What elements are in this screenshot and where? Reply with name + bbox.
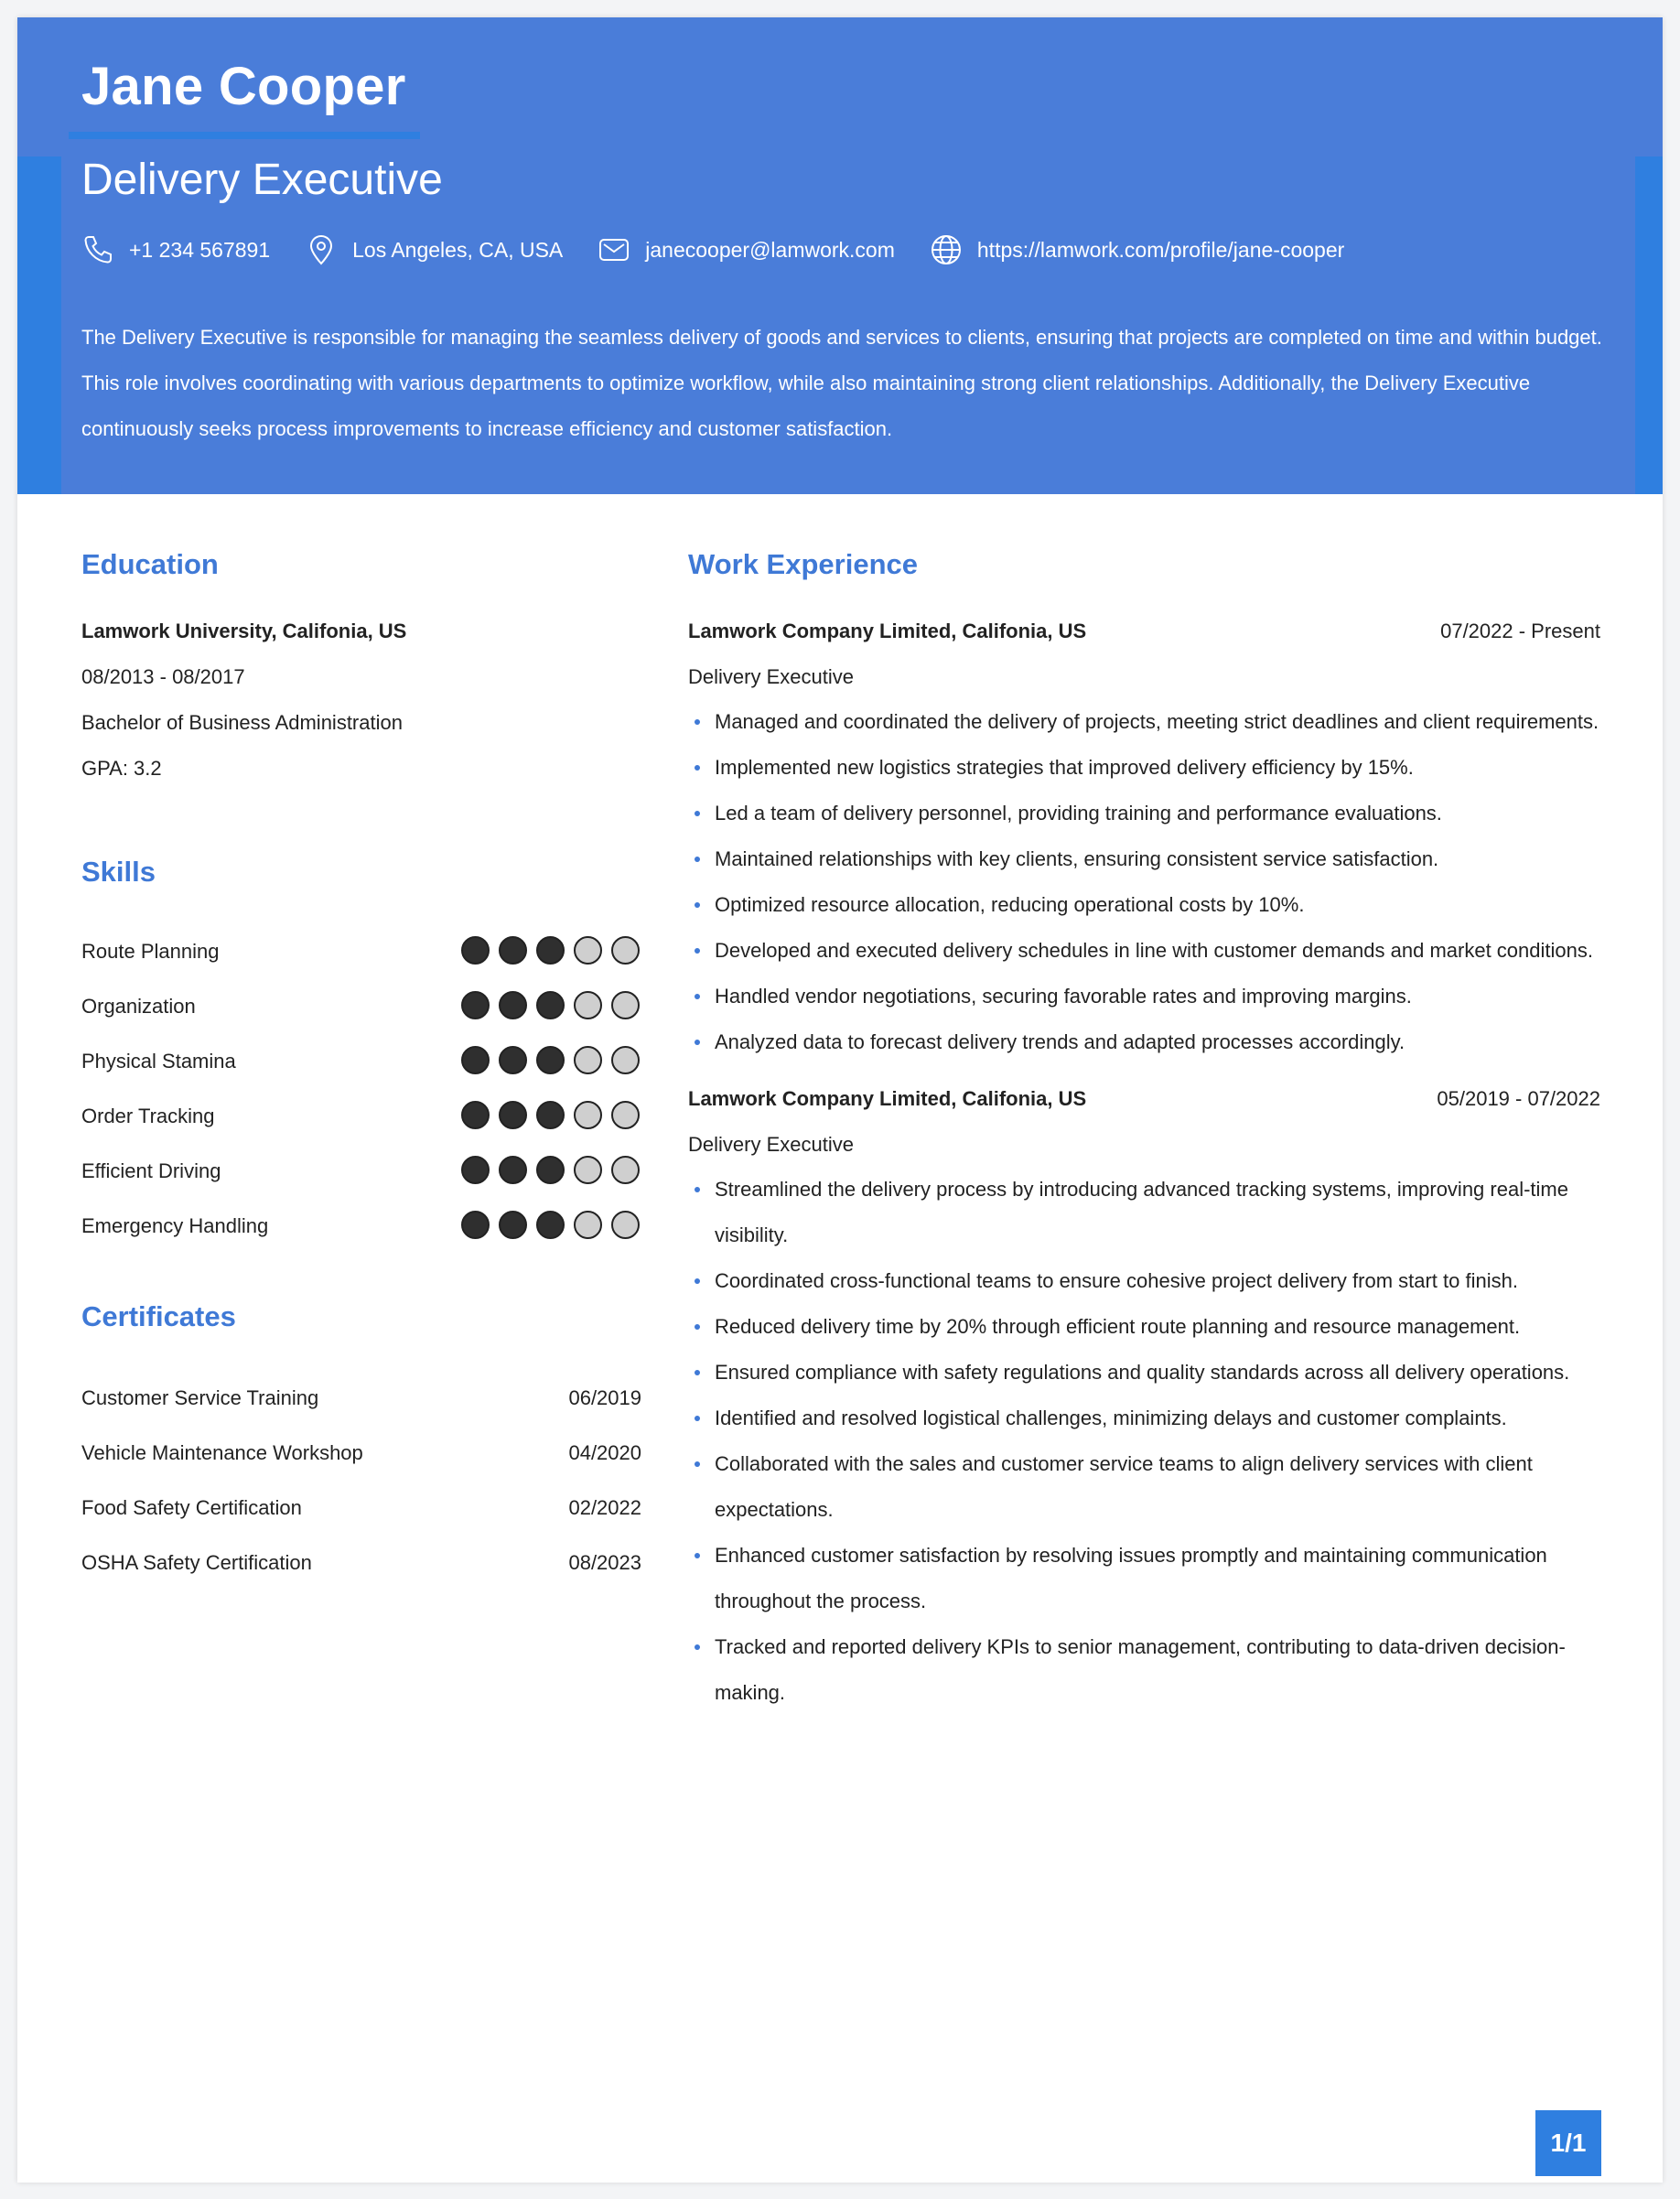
job-bullet: Reduced delivery time by 20% through efficient route planning and resource management. <box>688 1304 1618 1350</box>
job-company: Lamwork Company Limited, Califonia, US <box>688 1087 1087 1110</box>
job-bullet: Implemented new logistics strategies that improved delivery efficiency by 15%. <box>688 745 1618 791</box>
page-indicator: 1/1 <box>1535 2110 1601 2176</box>
rating-dot-empty <box>611 991 640 1019</box>
job-bullets <box>688 1167 1618 1716</box>
job-bullet: Maintained relationships with key clients, ensuring consistent service satisfaction. <box>688 836 1618 882</box>
rating-dot-empty <box>574 1046 602 1074</box>
rating-dot-filled <box>499 1101 527 1129</box>
job-role: Delivery Executive <box>688 665 854 688</box>
education-school: Lamwork University, Califonia, US <box>81 620 407 642</box>
certificate-name: Customer Service Training <box>81 1386 319 1409</box>
certificate-date: 06/2019 <box>568 1386 641 1409</box>
location-pin-icon <box>305 233 338 266</box>
certificate-date: 04/2020 <box>568 1441 641 1464</box>
job-bullet: Led a team of delivery personnel, providing training and performance evaluations. <box>688 791 1618 836</box>
skill-row <box>81 1209 640 1245</box>
skill-label: Organization <box>81 995 196 1018</box>
resume-page <box>17 17 1663 2183</box>
header-accent-left <box>17 156 61 494</box>
certificate-row <box>81 1546 641 1582</box>
rating-dot-filled <box>499 936 527 965</box>
skills-heading: Skills <box>81 856 156 888</box>
certificate-name: OSHA Safety Certification <box>81 1551 312 1574</box>
skill-rating <box>452 1101 640 1129</box>
job-dates: 05/2019 - 07/2022 <box>1437 1087 1600 1110</box>
name-underline <box>69 132 420 139</box>
rating-dot-empty <box>611 1101 640 1129</box>
job-bullet: Ensured compliance with safety regulations and quality standards across all delivery operations. <box>688 1350 1618 1396</box>
rating-dot-empty <box>574 1156 602 1184</box>
job-company: Lamwork Company Limited, Califonia, US <box>688 620 1087 642</box>
rating-dot-filled <box>536 1101 565 1129</box>
skill-row <box>81 989 640 1026</box>
rating-dot-filled <box>536 1156 565 1184</box>
job-bullet: Enhanced customer satisfaction by resolving issues promptly and maintaining communication throughout the process. <box>688 1533 1618 1624</box>
certificate-name: Vehicle Maintenance Workshop <box>81 1441 363 1464</box>
contact-phone[interactable] <box>81 233 270 266</box>
rating-dot-filled <box>536 991 565 1019</box>
certificate-name: Food Safety Certification <box>81 1496 302 1519</box>
skill-rating <box>452 1156 640 1184</box>
rating-dot-filled <box>461 1046 490 1074</box>
location-text: Los Angeles, CA, USA <box>352 237 564 262</box>
skill-rating <box>452 1211 640 1239</box>
mail-icon <box>598 233 630 266</box>
skill-rating <box>452 1046 640 1074</box>
candidate-name: Jane Cooper <box>81 57 406 116</box>
rating-dot-empty <box>574 991 602 1019</box>
education-heading: Education <box>81 548 219 580</box>
certificate-row <box>81 1436 641 1472</box>
contact-list <box>81 230 1379 270</box>
contact-email[interactable] <box>598 233 895 266</box>
job-bullet: Managed and coordinated the delivery of projects, meeting strict deadlines and client requirements. <box>688 699 1618 745</box>
website-text: https://lamwork.com/profile/jane-cooper <box>976 237 1345 262</box>
certificates-heading: Certificates <box>81 1300 236 1332</box>
job-bullet: Collaborated with the sales and customer service teams to align delivery services with client expectations. <box>688 1441 1618 1533</box>
job-bullet: Optimized resource allocation, reducing operational costs by 10%. <box>688 882 1618 928</box>
skill-row <box>81 1099 640 1136</box>
phone-text: +1 234 567891 <box>129 237 271 262</box>
skill-label: Efficient Driving <box>81 1159 221 1182</box>
job-bullet: Handled vendor negotiations, securing favorable rates and improving margins. <box>688 974 1618 1019</box>
skill-row <box>81 1154 640 1191</box>
job-bullet: Analyzed data to forecast delivery trends and adapted processes accordingly. <box>688 1019 1618 1065</box>
rating-dot-filled <box>461 1211 490 1239</box>
certificate-row <box>81 1491 641 1527</box>
contact-location <box>305 233 563 266</box>
skill-row <box>81 934 640 971</box>
rating-dot-empty <box>611 936 640 965</box>
job-bullet: Developed and executed delivery schedules in line with customer demands and market conditions. <box>688 928 1618 974</box>
rating-dot-filled <box>499 1046 527 1074</box>
certificate-date: 02/2022 <box>568 1496 641 1519</box>
skill-row <box>81 1044 640 1081</box>
certificate-date: 08/2023 <box>568 1551 641 1574</box>
job-bullets <box>688 699 1618 1065</box>
job-bullet: Identified and resolved logistical challenges, minimizing delays and customer complaints. <box>688 1396 1618 1441</box>
phone-icon <box>81 233 114 266</box>
skill-label: Emergency Handling <box>81 1214 269 1237</box>
rating-dot-filled <box>536 936 565 965</box>
rating-dot-filled <box>536 1046 565 1074</box>
education-gpa: GPA: 3.2 <box>81 757 162 780</box>
rating-dot-filled <box>499 1156 527 1184</box>
skill-label: Order Tracking <box>81 1105 215 1127</box>
resume-header <box>17 17 1663 494</box>
skill-rating <box>452 936 640 965</box>
job-bullet: Tracked and reported delivery KPIs to senior management, contributing to data-driven decision-making. <box>688 1624 1618 1716</box>
rating-dot-filled <box>499 991 527 1019</box>
globe-icon <box>930 233 963 266</box>
rating-dot-empty <box>611 1046 640 1074</box>
contact-website[interactable] <box>930 233 1344 266</box>
skill-rating <box>452 991 640 1019</box>
work-experience-heading: Work Experience <box>688 548 918 580</box>
rating-dot-empty <box>574 1211 602 1239</box>
job-role: Delivery Executive <box>688 1133 854 1156</box>
skill-label: Route Planning <box>81 940 220 963</box>
education-dates: 08/2013 - 08/2017 <box>81 665 245 688</box>
rating-dot-filled <box>461 1156 490 1184</box>
email-text: janecooper@lamwork.com <box>645 237 895 262</box>
rating-dot-filled <box>461 1101 490 1129</box>
job-bullet: Coordinated cross-functional teams to ensure cohesive project delivery from start to finish. <box>688 1258 1618 1304</box>
certificate-row <box>81 1381 641 1417</box>
rating-dot-empty <box>574 936 602 965</box>
rating-dot-filled <box>499 1211 527 1239</box>
rating-dot-filled <box>461 991 490 1019</box>
skill-label: Physical Stamina <box>81 1050 236 1073</box>
job-bullet: Streamlined the delivery process by introducing advanced tracking systems, improving real-time visibility. <box>688 1167 1618 1258</box>
education-degree: Bachelor of Business Administration <box>81 711 403 734</box>
rating-dot-filled <box>461 936 490 965</box>
rating-dot-empty <box>611 1156 640 1184</box>
summary-paragraph: The Delivery Executive is responsible for managing the seamless delivery of goods and services to clients, ensuring that projects are completed on time and within budget. This role involves coordinating with various departments to optimize workflow, while also maintaining strong client relationships. Additionally, the Delivery Executive continuously seeks process improvements to increase efficiency and customer satisfaction. <box>81 326 1602 440</box>
rating-dot-empty <box>574 1101 602 1129</box>
candidate-title: Delivery Executive <box>81 156 443 204</box>
rating-dot-filled <box>536 1211 565 1239</box>
rating-dot-empty <box>611 1211 640 1239</box>
header-accent-right <box>1635 156 1663 494</box>
job-dates: 07/2022 - Present <box>1440 620 1600 642</box>
